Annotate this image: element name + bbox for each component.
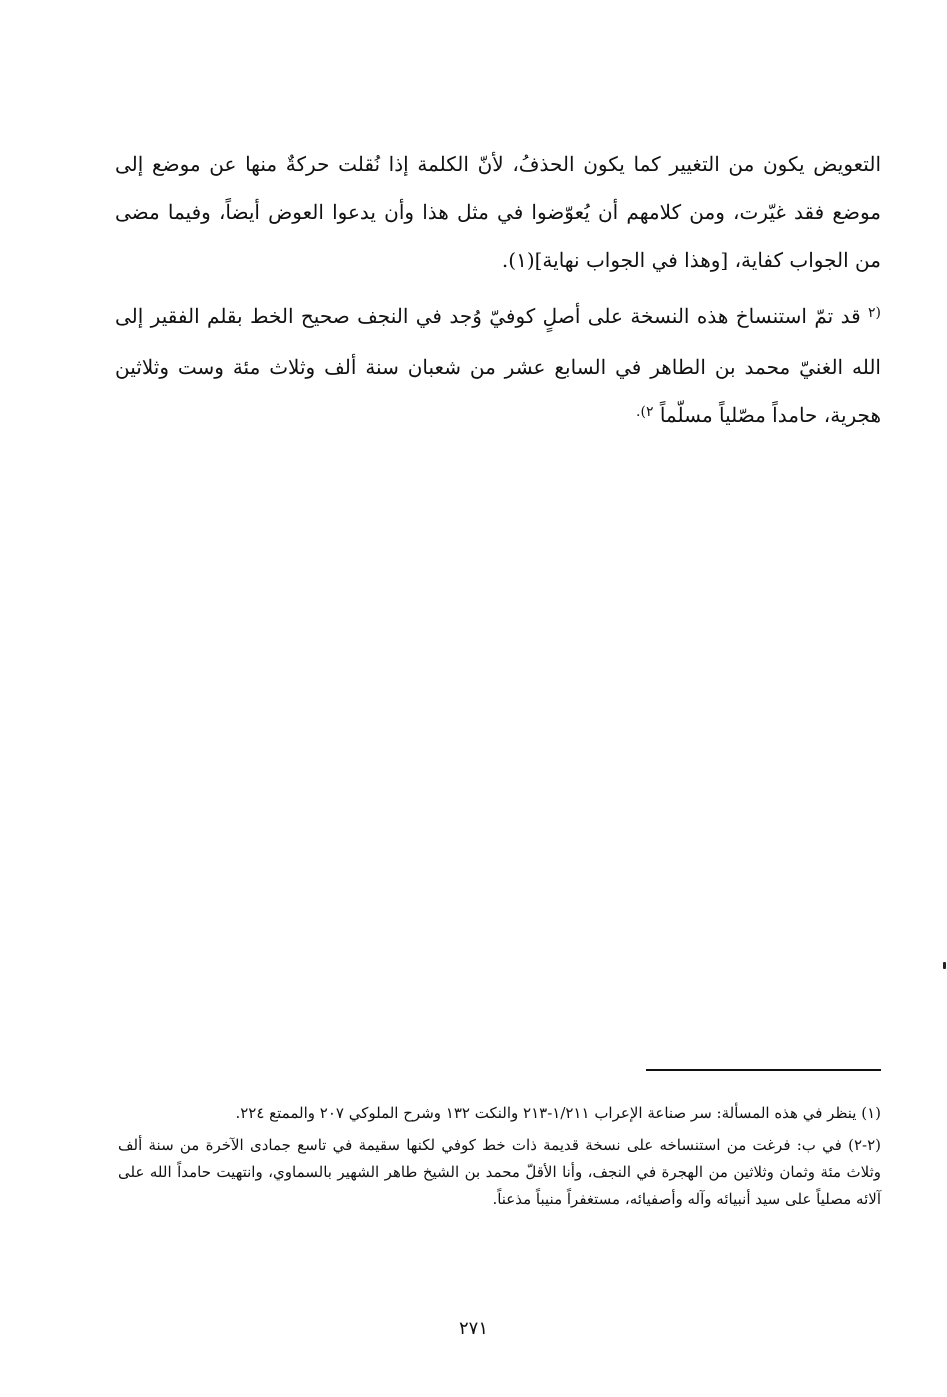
paragraph-1: التعويض يكون من التغيير كما يكون الحذفُ، لأنّ الكلمة إذا نُقلت حركةٌ منها عن موضع إلى موضع فقد غيّرت، ومن كلامهم أن يُعوّضوا في مثل هذا وأن يدعوا العوض أيضاً، وفيما مضى من الجواب كفاية، [وهذا في الجواب نهاية](١). bbox=[115, 152, 881, 272]
footnote-separator bbox=[646, 1069, 881, 1071]
page-number: ٢٧١ bbox=[458, 1318, 488, 1339]
footnote-1: (١) ينظر في هذه المسألة: سر صناعة الإعراب ١/٢١١-٢١٣ والنكت ١٣٢ وشرح الملوكي ٢٠٧ والممتع ٢٢٤. bbox=[235, 1104, 881, 1122]
paragraph-2-text: قد تمّ استنساخ هذه النسخة على أصلٍ كوفيّ وُجد في النجف صحيح الخط بقلم الفقير إلى الله الغنيّ محمد بن الطاهر في السابع عشر من شعبان سنة ألف وثلاث مئة وست وثلاثين هجرية، حامداً مصّلياً مسلّماً bbox=[115, 304, 881, 427]
footnotes bbox=[118, 1100, 881, 1218]
main-text bbox=[115, 140, 881, 450]
paragraph-2-close-mark: ٢). bbox=[636, 404, 654, 420]
footnote-2: (٢-٢) في ب: فرغت من استنساخه على نسخة قديمة ذات خط كوفي لكنها سقيمة في تاسع جمادى الآخرة من سنة ألف وثلاث مئة وثمان وثلاثين من الهجرة في النجف، وأنا الأقلّ محمد بن الشيخ طاهر الشهير بالسماوي، وانتهيت حامداً الله على آلائه مصلياً على سيد أنبيائه وآله وأصفيائه، مستغفراً منيباً مذعناً. bbox=[118, 1136, 881, 1208]
paragraph-2-open-mark: (٢ bbox=[868, 305, 882, 321]
paragraph-2 bbox=[115, 292, 881, 442]
scan-speck bbox=[943, 962, 946, 969]
